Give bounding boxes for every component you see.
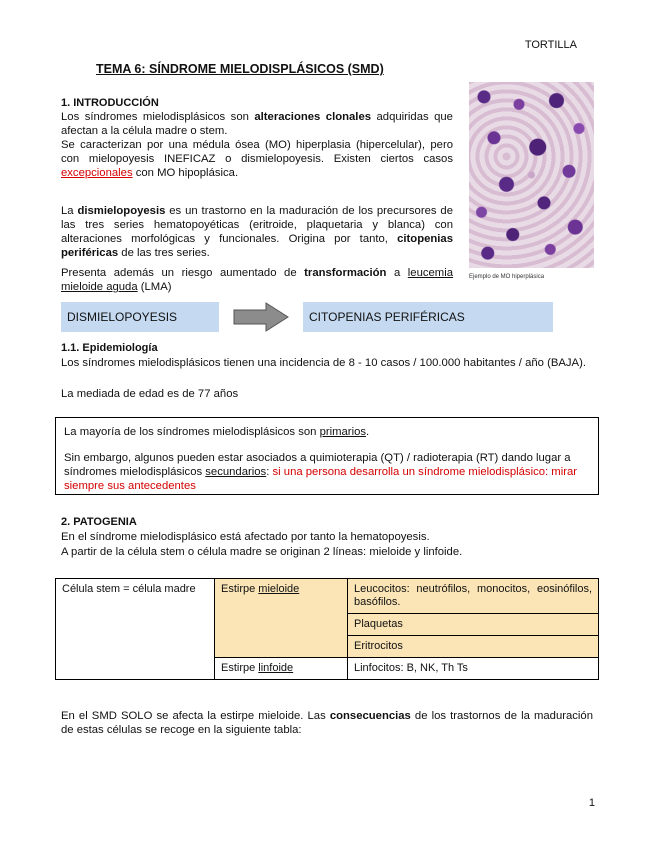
note-line-2: Sin embargo, algunos pueden estar asociados a quimioterapia (QT) / radioterapia (RT) dando lugar a síndromes mielodisplásicos secundarios: si una persona desarrolla un síndrome mielodisplásico: mirar siempre sus antecedentes [64,452,578,492]
page-title: TEMA 6: SÍNDROME MIELODISPLÁSICOS (SMD) [96,62,384,76]
patogenia-paragraph-2: A partir de la célula stem o célula madre se originan 2 líneas: mieloide y linfoide. [61,546,463,558]
section-heading-intro: 1. INTRODUCCIÓN [61,97,159,109]
cell-lineage-table [55,578,599,680]
bone-marrow-image [469,82,594,268]
section-heading-patogenia: 2. PATOGENIA [61,516,137,528]
intro-paragraph-2: Se caracterizan por una médula ósea (MO) hiperplasia (hipercelular), pero con mielopoyesis INEFICAZ o dismielopoyesis. Existen ciertos casos excepcionales con MO hipoplásica. [61,139,453,179]
erythrocytes-cell: Eritrocitos [348,636,599,658]
page-number: 1 [588,797,595,809]
intro-paragraph-1: Los síndromes mielodisplásicos son alteraciones clonales adquiridas que afectan a la célula madre o stem. [61,111,453,137]
flow-box-citopenias: CITOPENIAS PERIFÉRICAS [303,302,553,332]
section-heading-epidemiology: 1.1. Epidemiología [61,342,158,354]
epidemiology-paragraph-1: Los síndromes mielodisplásicos tienen una incidencia de 8 - 10 casos / 100.000 habitantes / año (BAJA). [61,357,586,369]
stem-cell-cell: Célula stem = célula madre [56,579,215,680]
patogenia-paragraph-1: En el síndrome mielodisplásico está afectado por tanto la hematopoyesis. [61,531,430,543]
closing-paragraph: En el SMD SOLO se afecta la estirpe mieloide. Las consecuencias de los trastornos de la maduración de estas células se recoge en la siguiente tabla: [61,710,593,736]
intro-paragraph-4: Presenta además un riesgo aumentado de transformación a leucemia mieloide aguda (LMA) [61,267,453,293]
note-line-1: La mayoría de los síndromes mielodisplásicos son primarios. [64,426,370,438]
flow-box-dismielopoyesis: DISMIELOPOYESIS [61,302,219,332]
myeloid-lineage-cell: Estirpe mieloide [215,579,348,658]
image-caption: Ejemplo de MO hiperplásica [469,274,545,280]
platelets-cell: Plaquetas [348,614,599,636]
right-arrow-icon [232,301,290,333]
leukocytes-cell: Leucocitos: neutrófilos, monocitos, eosinófilos, basófilos. [348,579,599,614]
epidemiology-paragraph-2: La mediada de edad es de 77 años [61,388,239,400]
red-underlined-term: excepcionales [61,167,133,179]
lymphocytes-cell: Linfocitos: B, NK, Th Ts [348,658,599,680]
author-header: TORTILLA [524,39,577,51]
lymphoid-lineage-cell: Estirpe linfoide [215,658,348,680]
intro-paragraph-3: La dismielopoyesis es un trastorno en la maduración de los precursores de las tres series hematopoyéticas (eritroide, plaquetaria y blanca) con alteraciones morfológicas y funcionales. Origina por tanto, citopenias periféricas de las tres series. [61,205,453,259]
